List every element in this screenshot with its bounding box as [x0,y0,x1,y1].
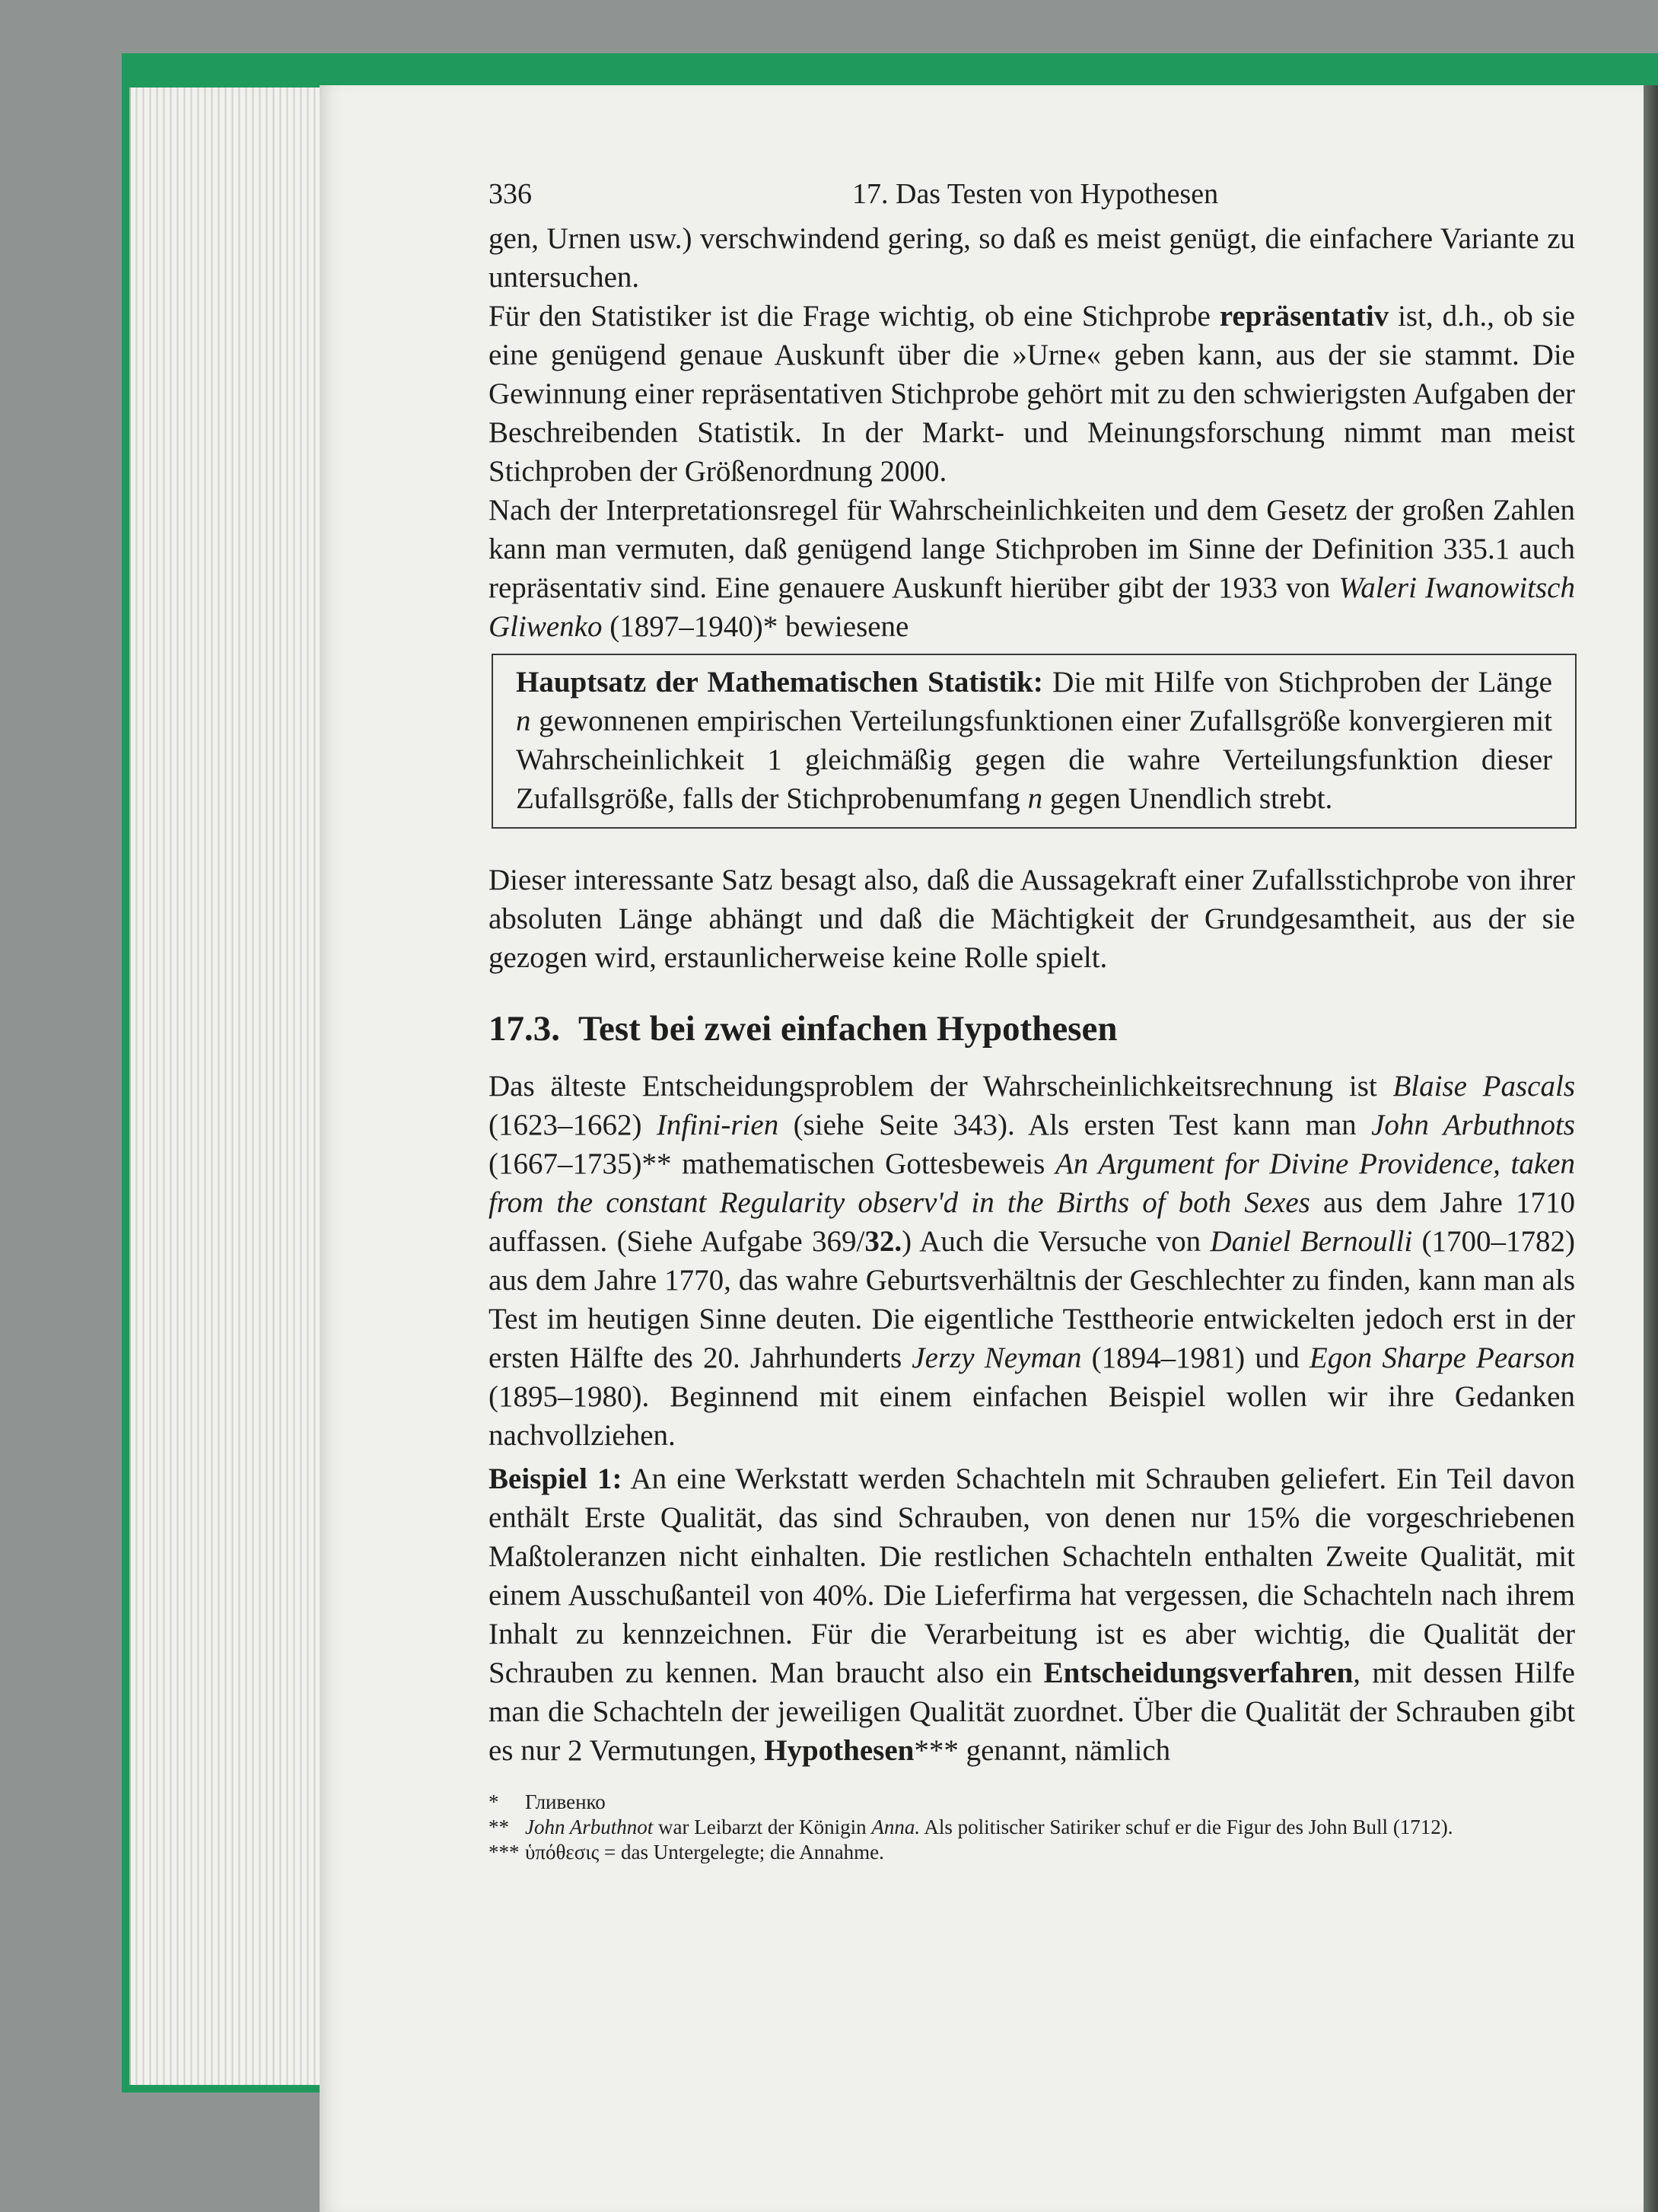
paragraph-3: Nach der Interpretationsregel für Wahrscheinlichkeiten und dem Gesetz der großen Zahlen kann man vermuten, daß genügend lange Stichproben im Sinne der Definition 335.1 auch repräsentativ sind. Eine genauere Auskunft hierüber gibt der 1933 von Waleri Iwanowitsch Gliwenko (1897–1940)* bewiesene [488,494,1575,643]
theorem-text: Hauptsatz der Mathematischen Statistik: Die mit Hilfe von Stichproben der Länge n gewonnenen empirischen Verteilungsfunktionen einer Zufallsgröße konvergieren mit Wahrscheinlichkeit 1 gleichmäßig gegen die wahre Verteilungsfunktion dieser Zufallsgröße, falls der Stichprobenumfang n gegen Unendlich strebt. [516,666,1552,815]
term-repraesentativ: repräsentativ [1219,300,1389,333]
section-number: 17.3. [488,1009,560,1049]
example-label: Beispiel 1: [488,1462,622,1495]
paragraph-4: Dieser interessante Satz besagt also, daß die Aussagekraft einer Zufallsstichprobe von ihrer absoluten Länge abhängt und daß die Mächtigkeit der Grundgesamtheit, aus der sie gezogen wird, erstaunlicherweise keine Rolle spielt. [488,864,1575,974]
work-title: An Argument for Divine Providence, taken from the constant Regularity observ'd in the Births of both Sexes [488,1147,1575,1219]
running-header [488,175,1575,219]
section-title: Test bei zwei einfachen Hypothesen [578,1009,1118,1049]
page-number: 336 [488,178,532,210]
paragraph-1: gen, Urnen usw.) verschwindend gering, so daß es meist genügt, die einfachere Variante zu untersuchen. [488,222,1575,294]
section-heading [488,1007,1575,1050]
paragraph-2: Für den Statistiker ist die Frage wichtig, ob eine Stichprobe repräsentativ ist, d.h., ob sie eine genügend genaue Auskunft über die »Urne« geben kann, aus der sie stammt. Die Gewinnung einer repräsentativen Stichprobe gehört mit zu den schwierigsten Aufgaben der Beschreibenden Statistik. In der Markt- und Meinungsforschung nimmt man meist Stichproben der Größenordnung 2000. [488,300,1575,488]
paragraph-6-example: Beispiel 1: An eine Werkstatt werden Schachteln mit Schrauben geliefert. Ein Teil davon enthält Erste Qualität, das sind Schrauben, von denen nur 15% die vorgeschriebenen Maßtoleranzen nicht einhalten. Die restlichen Schachteln enthalten Zweite Qualität, mit einem Ausschußanteil von 40%. Die Lieferfirma hat vergessen, die Schachteln nach ihrem Inhalt zu kennzeichnen. Für die Verarbeitung ist es aber wichtig, die Qualität der Schrauben zu kennen. Man braucht also ein Entscheidungsverfahren, mit dessen Hilfe man die Schachteln der jeweiligen Qualität zuordnet. Über die Qualität der Schrauben gibt es nur 2 Vermutungen, Hypothesen*** genannt, nämlich [488,1462,1576,1767]
page-text [488,175,1575,1865]
theorem-title: Hauptsatz der Mathematischen Statistik: [516,666,1043,699]
footnote-1: * Гливенко [488,1790,606,1813]
chapter-title: 17. Das Testen von Hypothesen [852,178,1219,210]
paragraph-5: Das älteste Entscheidungsproblem der Wahrscheinlichkeitsrechnung ist Blaise Pascals (1623–1662) Infini-rien (siehe Seite 343). Als ersten Test kann man John Arbuthnots (1667–1735)** mathematischen Gottesbeweis An Argument for Divine Providence, taken from the constant Regularity observ'd in the Births of both Sexes aus dem Jahre 1710 auffassen. (Siehe Aufgabe 369/32.) Auch die Versuche von Daniel Bernoulli (1700–1782) aus dem Jahre 1770, das wahre Geburtsverhältnis der Geschlechter zu finden, kann man als Test im heutigen Sinne deuten. Die eigentliche Testtheorie entwickelten jedoch erst in der ersten Hälfte des 20. Jahrhunderts Jerzy Neyman (1894–1981) und Egon Sharpe Pearson (1895–1980). Beginnend mit einem einfachen Beispiel wollen wir ihre Gedanken nachvollziehen. [488,1070,1575,1452]
footnote-3: *** ὑπόθεσις = das Untergelegte; die Annahme. [488,1841,884,1863]
binding-shadow [1644,85,1658,2212]
theorem-box [492,654,1577,829]
name-gliwenko: Waleri Iwanowitsch Gliwenko [488,571,1575,643]
page-edges [129,88,321,2085]
footnote-2: ** John Arbuthnot war Leibarzt der Königin Anna. Als politischer Satiriker schuf er die Figur des John Bull (1712). [488,1816,1453,1838]
footnotes [488,1790,1575,1865]
